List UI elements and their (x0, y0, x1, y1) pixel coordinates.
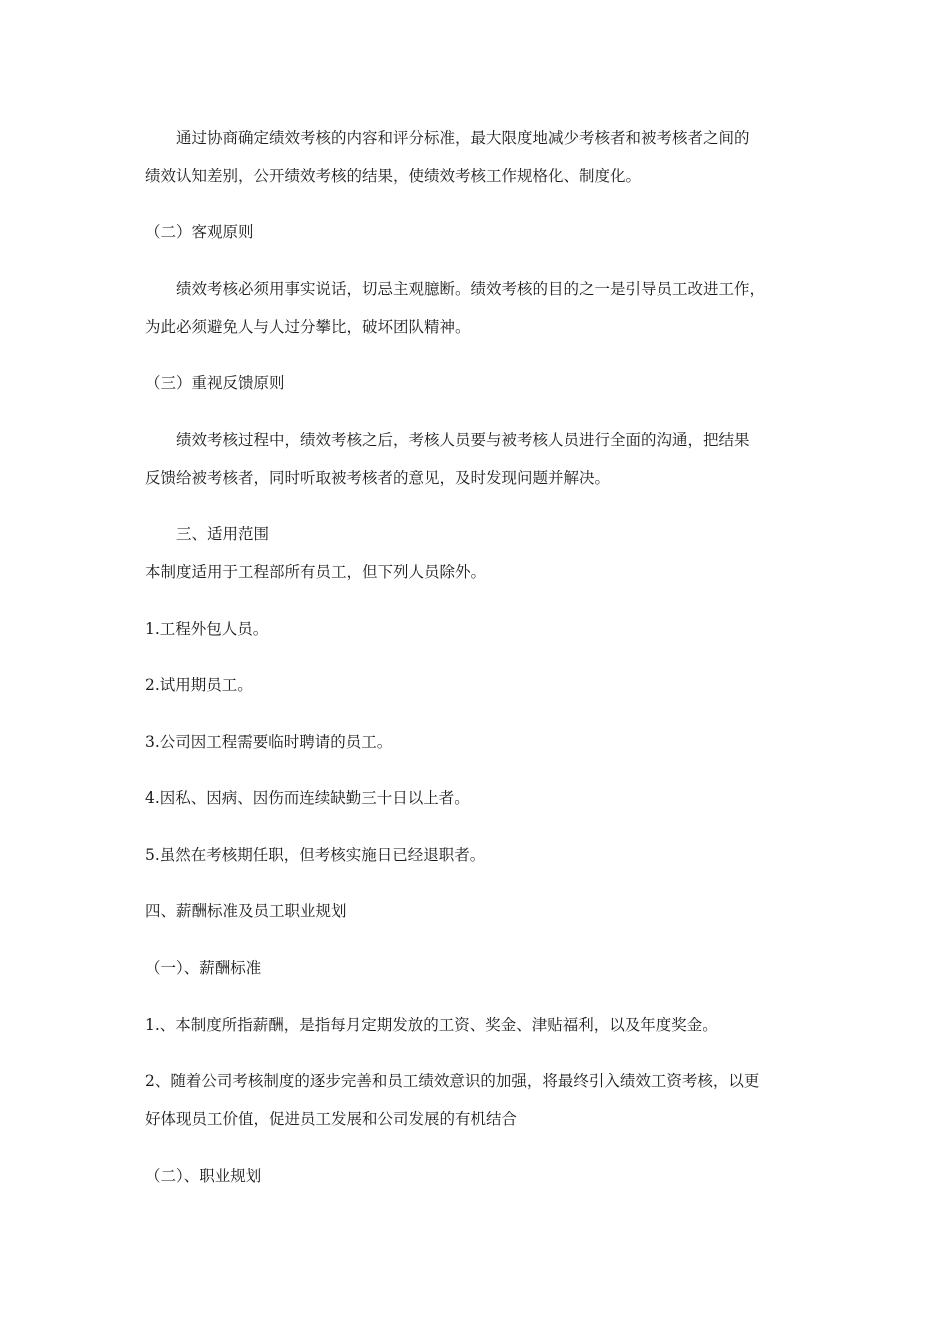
list-item: 1.工程外包人员。 (145, 620, 269, 638)
list-item: 2.试用期员工。 (145, 676, 253, 694)
paragraph-scope: 本制度适用于工程部所有员工，但下列人员除外。 (145, 563, 487, 581)
list-item: 3.公司因工程需要临时聘请的员工。 (145, 733, 393, 751)
paragraph-objective (145, 270, 815, 346)
paragraph-line: 通过协商确定绩效考核的内容和评分标准，最大限度地减少考核者和被考核者之间的 (176, 129, 750, 147)
paragraph-line: 反馈给被考核者，同时听取被考核者的意见，及时发现问题并解决。 (145, 469, 611, 487)
subsection-heading-career: （二）、职业规划 (145, 1167, 262, 1185)
section-heading-scope: 三、适用范围 (176, 525, 270, 543)
section-heading-feedback: （三）重视反馈原则 (145, 374, 285, 392)
paragraph-feedback (145, 421, 815, 497)
paragraph-line: 绩效考核必须用事实说话，切忌主观臆断。绩效考核的目的之一是引导员工改进工作， (176, 280, 766, 298)
section-heading-salary-career: 四、薪酬标准及员工职业规划 (145, 902, 347, 920)
subsection-heading-salary: （一）、薪酬标准 (145, 959, 262, 977)
paragraph-salary-definition: 1.、本制度所指薪酬，是指每月定期发放的工资、奖金、津贴福利，以及年度奖金。 (145, 1016, 718, 1034)
list-item: 5.虽然在考核期任职，但考核实施日已经退职者。 (145, 846, 486, 864)
list-item: 4.因私、因病、因伤而连续缺勤三十日以上者。 (145, 789, 470, 807)
paragraph-line: 2、随着公司考核制度的逐步完善和员工绩效意识的加强，将最终引入绩效工资考核，以更 (145, 1072, 760, 1090)
paragraph-collaboration (145, 119, 815, 195)
paragraph-salary-development (145, 1062, 815, 1138)
paragraph-line: 绩效考核过程中，绩效考核之后，考核人员要与被考核人员进行全面的沟通，把结果 (176, 431, 750, 449)
section-heading-objective: （二）客观原则 (145, 223, 254, 241)
paragraph-line: 为此必须避免人与人过分攀比，破坏团队精神。 (145, 318, 471, 336)
paragraph-line: 好体现员工价值，促进员工发展和公司发展的有机结合 (145, 1110, 518, 1128)
paragraph-line: 绩效认知差别，公开绩效考核的结果，使绩效考核工作规格化、制度化。 (145, 167, 642, 185)
